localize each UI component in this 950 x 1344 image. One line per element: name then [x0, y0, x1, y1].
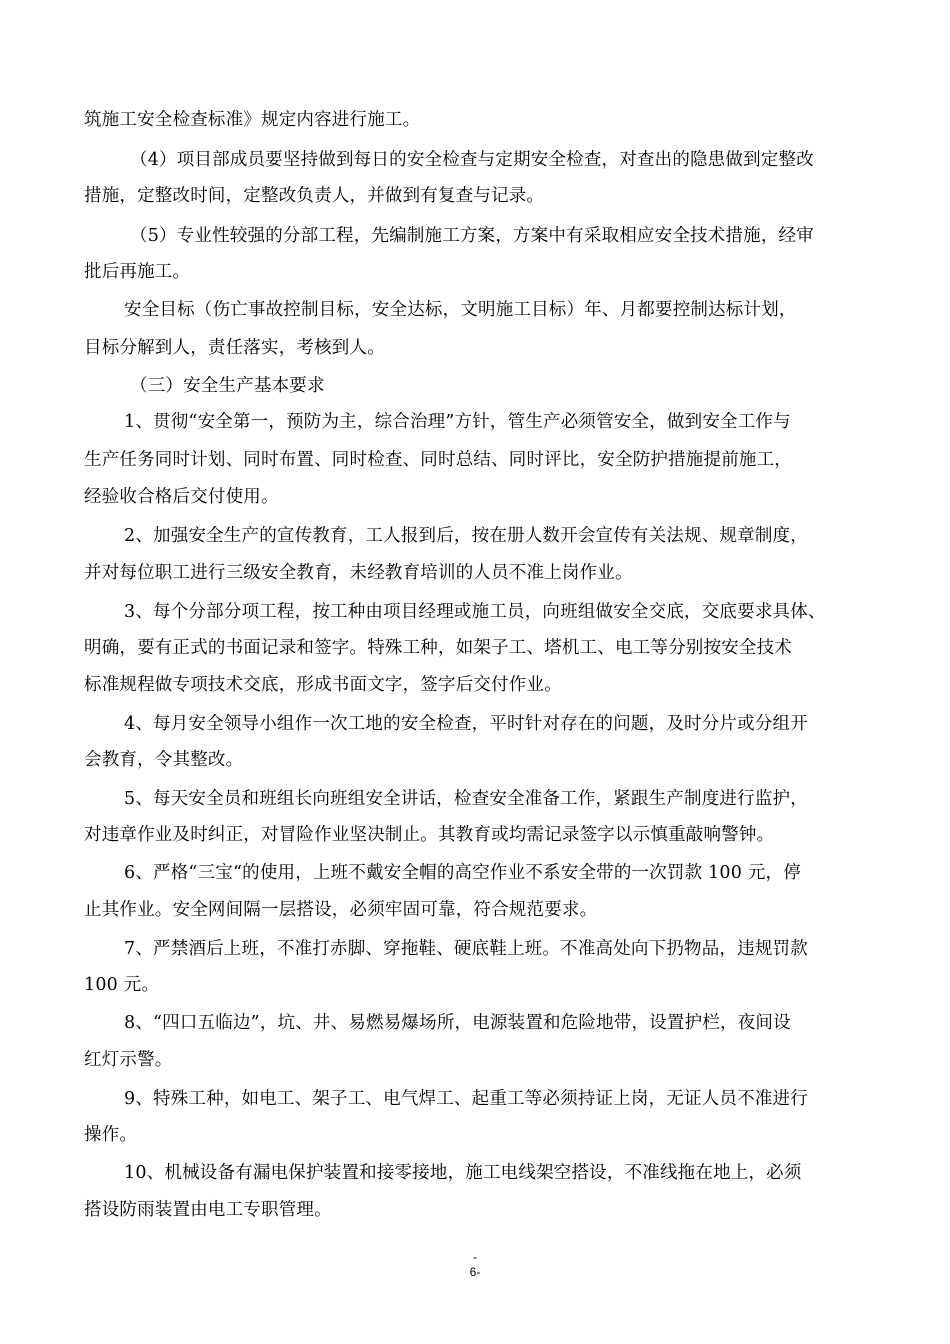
- footer-dash: -: [473, 1250, 477, 1264]
- section-heading: （三）安全生产基本要求: [130, 376, 325, 396]
- text-line: 1、贯彻“安全第一，预防为主，综合治理”方针，管生产必须管安全，做到安全工作与: [124, 412, 791, 432]
- text-line: （4）项目部成员要坚持做到每日的安全检查与定期安全检查，对查出的隐患做到定整改: [130, 150, 814, 170]
- text-line: 4、每月安全领导小组作一次工地的安全检查，平时针对存在的问题，及时分片或分组开: [124, 714, 808, 734]
- text-line: 100 元。: [84, 975, 160, 995]
- text-line: 10、机械设备有漏电保护装置和接零接地，施工电线架空搭设，不准线拖在地上，必须: [124, 1163, 802, 1183]
- text-line: 5、每天安全员和班组长向班组安全讲话，检查安全准备工作，紧跟生产制度进行监护，: [124, 789, 808, 809]
- text-line: 并对每位职工进行三级安全教育，未经教育培训的人员不准上岗作业。: [84, 563, 633, 583]
- text-line: 目标分解到人，责任落实，考核到人。: [84, 338, 385, 358]
- text-line: 措施，定整改时间，定整改负责人，并做到有复查与记录。: [84, 186, 545, 206]
- text-line: 会教育，令其整改。: [84, 750, 244, 770]
- text-line: 8、“四口五临边”，坑、井、易燃易爆场所，电源装置和危险地带，设置护栏，夜间设: [124, 1013, 791, 1033]
- text-line: 3、每个分部分项工程，按工种由项目经理或施工员，向班组做安全交底，交底要求具体、: [124, 602, 826, 622]
- text-line: 6、严格“三宝“的使用，上班不戴安全帽的高空作业不系安全带的一次罚款 100 元，停: [124, 863, 801, 883]
- page-number: 6-: [469, 1265, 481, 1279]
- text-line: 操作。: [84, 1125, 138, 1145]
- text-line: 安全目标（伤亡事故控制目标，安全达标，文明施工目标）年、月都要控制达标计划，: [124, 300, 797, 320]
- text-line: 生产任务同时计划、同时布置、同时检查、同时总结、同时评比，安全防护措施提前施工，: [84, 450, 792, 470]
- text-line: 7、严禁酒后上班，不准打赤脚、穿拖鞋、硬底鞋上班。不准高处向下扔物品，违规罚款: [124, 939, 808, 959]
- text-line: 止其作业。安全网间隔一层搭设，必须牢固可靠，符合规范要求。: [84, 900, 598, 920]
- text-line: 红灯示警。: [84, 1050, 173, 1070]
- text-line: 筑施工安全检查标准》规定内容进行施工。: [84, 110, 421, 130]
- text-line: 对违章作业及时纠正，对冒险作业坚决制止。其教育或均需记录签字以示慎重敲响警钟。: [84, 825, 775, 845]
- text-line: 9、特殊工种，如电工、架子工、电气焊工、起重工等必须持证上岗，无证人员不准进行: [124, 1089, 808, 1109]
- text-line: 明确，要有正式的书面记录和签字。特殊工种，如架子工、塔机工、电工等分别按安全技术: [84, 638, 792, 658]
- text-line: （5）专业性较强的分部工程，先编制施工方案，方案中有采取相应安全技术措施，经审: [130, 226, 814, 246]
- text-line: 标准规程做专项技术交底，形成书面文字，签字后交付作业。: [84, 675, 562, 695]
- text-line: 批后再施工。: [84, 262, 191, 282]
- text-line: 2、加强安全生产的宣传教育，工人报到后，按在册人数开会宣传有关法规、规章制度，: [124, 526, 808, 546]
- text-line: 经验收合格后交付使用。: [84, 487, 279, 507]
- text-line: 搭设防雨装置由电工专职管理。: [84, 1200, 332, 1220]
